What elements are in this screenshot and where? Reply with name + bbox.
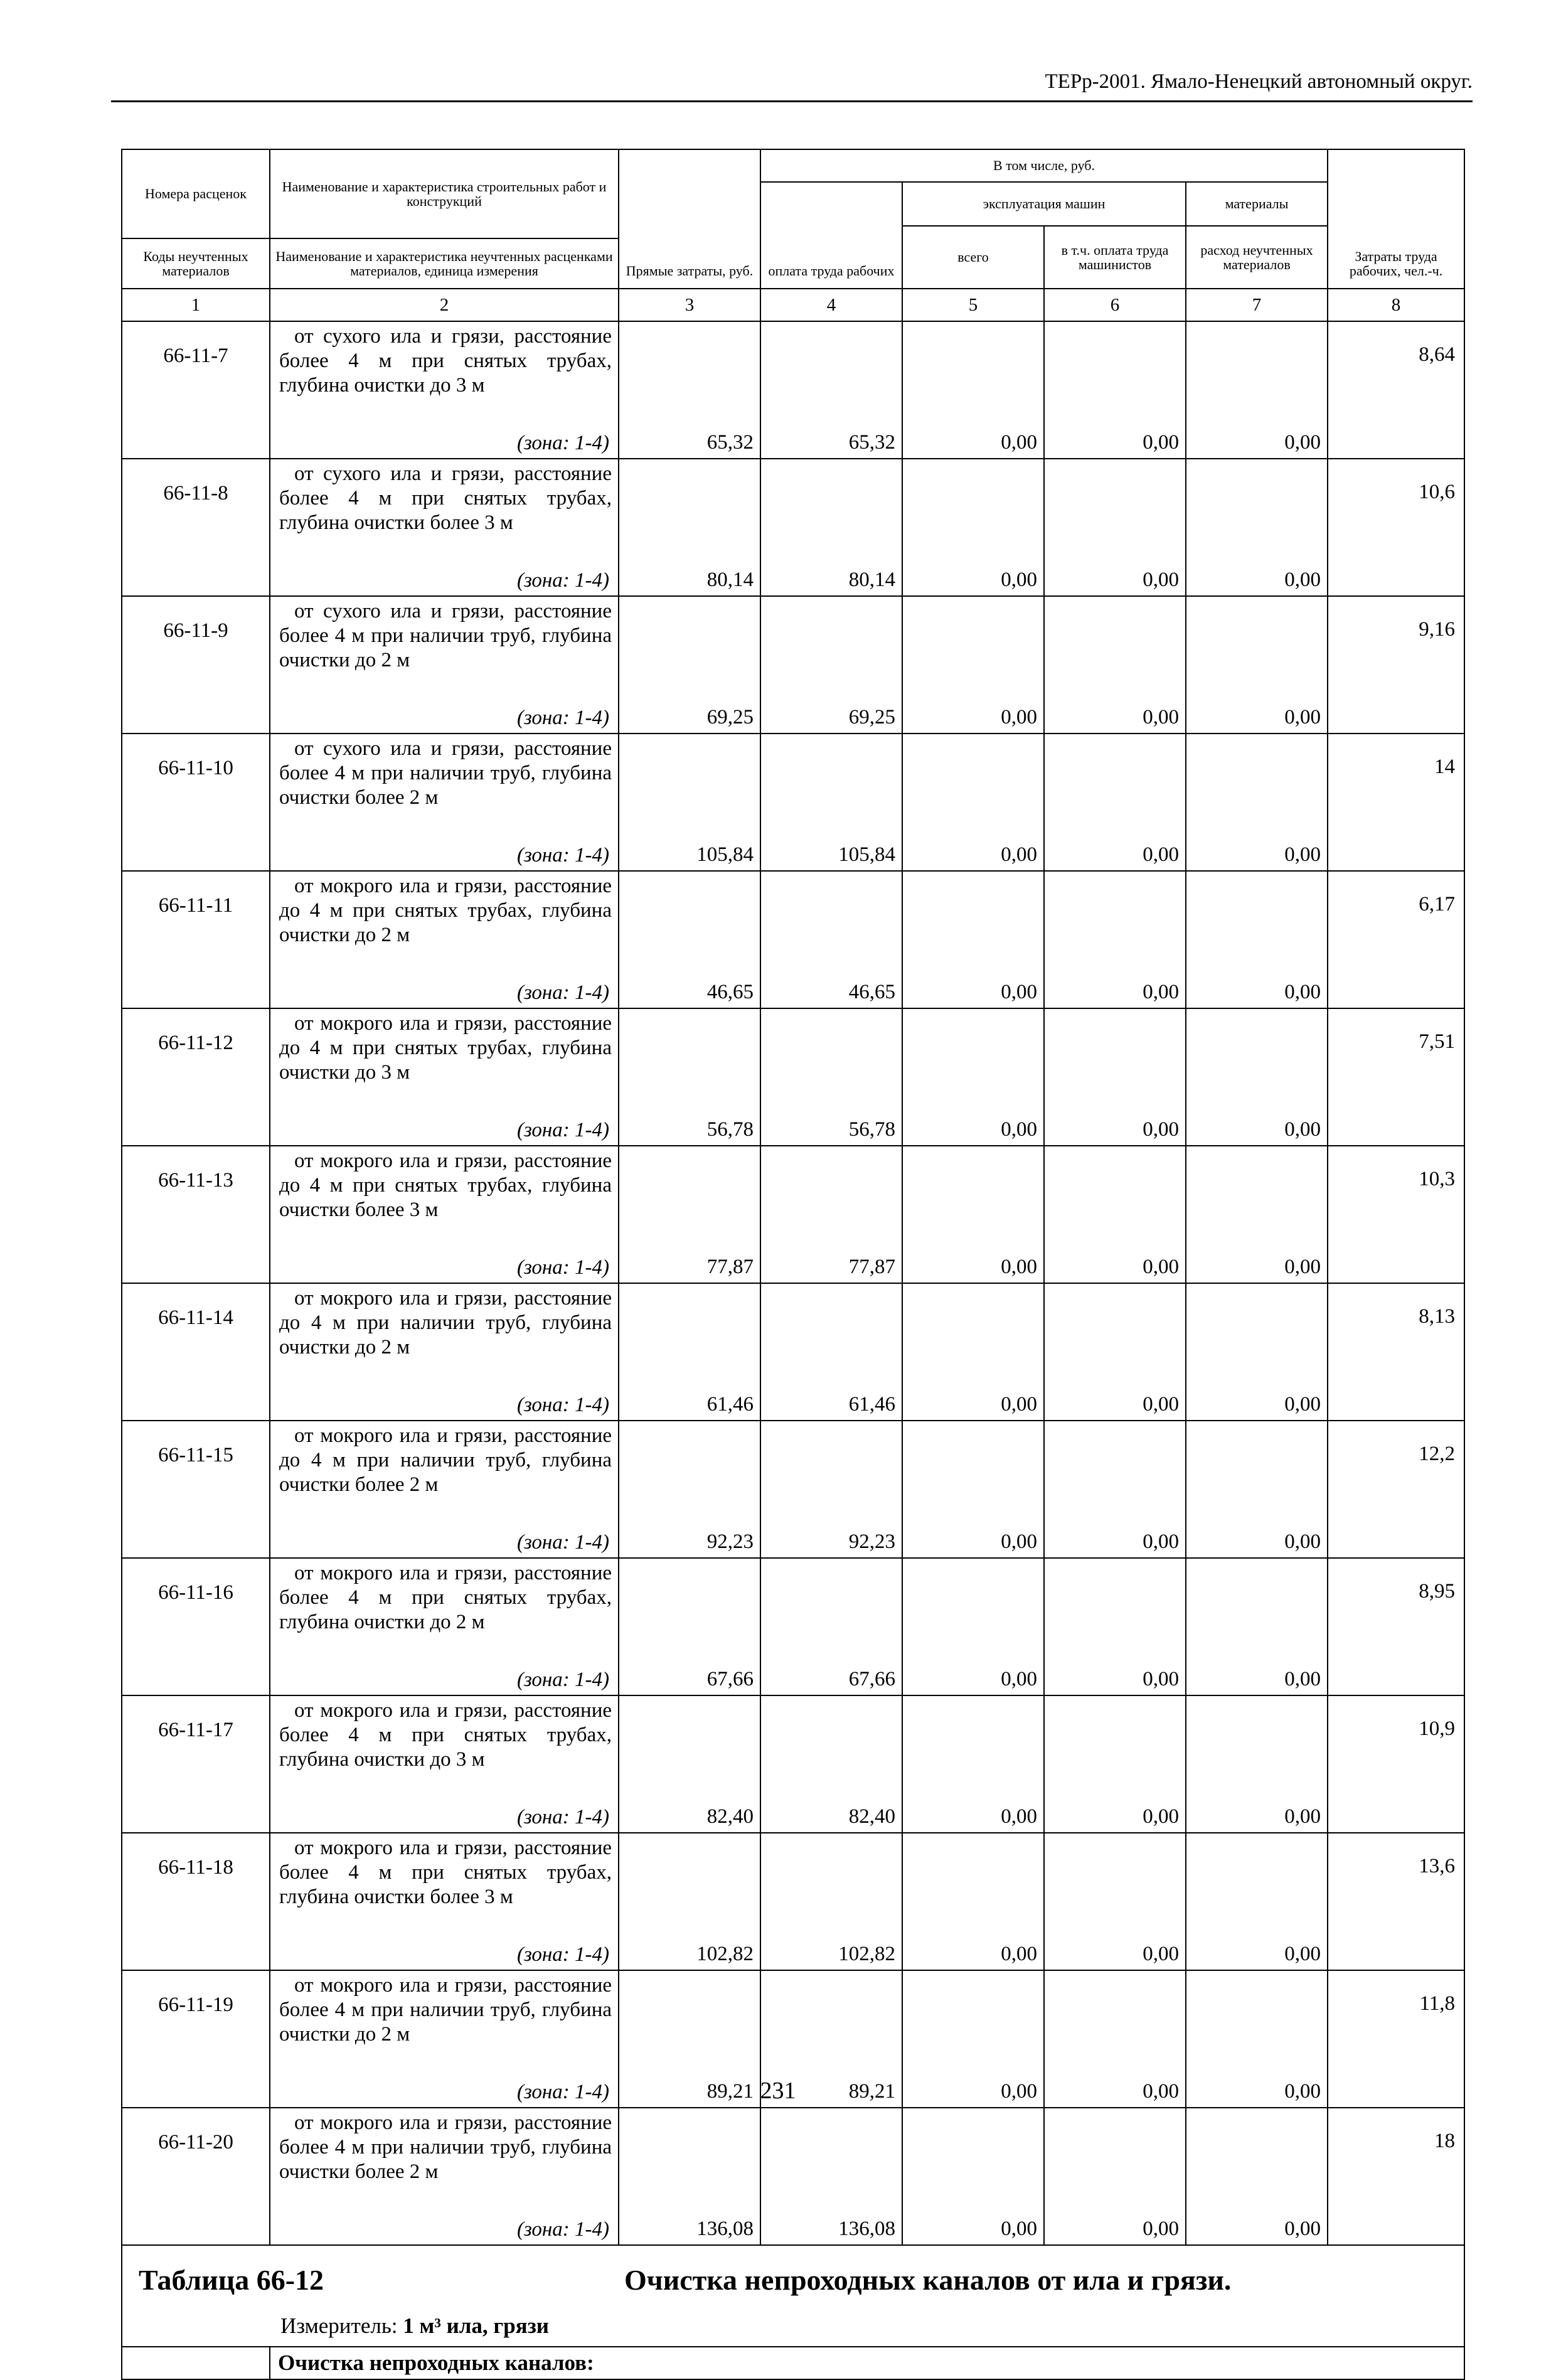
machines-total: 0,00 <box>902 321 1044 459</box>
wages: 105,84 <box>760 734 902 871</box>
zone-label: (зона: 1-4) <box>516 1256 609 1279</box>
labor-costs: 7,51 <box>1328 1008 1464 1146</box>
materials: 0,00 <box>1186 321 1328 459</box>
wages: 65,32 <box>760 321 902 459</box>
labor-costs: 13,6 <box>1328 1833 1464 1970</box>
direct-costs: 46,65 <box>619 871 760 1008</box>
rate-code: 66-11-18 <box>122 1833 270 1970</box>
wages: 46,65 <box>760 871 902 1008</box>
wages: 67,66 <box>760 1558 902 1695</box>
description-text: от мокрого ила и грязи, расстояние до 4 м при наличии труб, глубина очистки более 2 м <box>279 1424 612 1496</box>
labor-costs: 8,64 <box>1328 321 1464 459</box>
rate-description <box>270 459 619 596</box>
direct-costs: 56,78 <box>619 1008 760 1146</box>
section-title: Очистка непроходных каналов: <box>270 2347 1464 2379</box>
labor-costs: 10,6 <box>1328 459 1464 596</box>
rate-code: 66-11-15 <box>122 1421 270 1558</box>
measure-label: Измеритель: <box>280 2313 398 2338</box>
machines-total: 0,00 <box>902 1970 1044 2108</box>
header-machines-total: всего <box>902 226 1044 289</box>
direct-costs: 89,21 <box>619 1970 760 2108</box>
machines-total: 0,00 <box>902 1421 1044 1558</box>
description-text: от мокрого ила и грязи, расстояние до 4 м при снятых трубах, глубина очистки более 3 м <box>279 1150 612 1221</box>
rate-description <box>270 321 619 459</box>
machines-total: 0,00 <box>902 1283 1044 1421</box>
description-text: от мокрого ила и грязи, расстояние более 4 м при снятых трубах, глубина очистки до 2 м <box>279 1562 612 1633</box>
rate-code: 66-11-13 <box>122 1146 270 1283</box>
column-number: 4 <box>760 289 902 321</box>
machinist-wages: 0,00 <box>1044 734 1186 871</box>
rate-code: 66-11-16 <box>122 1558 270 1695</box>
machines-total: 0,00 <box>902 2108 1044 2245</box>
column-number: 7 <box>1186 289 1328 321</box>
rate-code: 66-11-19 <box>122 1970 270 2108</box>
measure-value: 1 м³ ила, грязи <box>403 2313 549 2338</box>
machinist-wages: 0,00 <box>1044 1558 1186 1695</box>
labor-costs: 11,8 <box>1328 1970 1464 2108</box>
rate-code: 66-11-14 <box>122 1283 270 1421</box>
header-rule <box>111 100 1473 102</box>
header-machines: эксплуатация машин <box>902 182 1186 226</box>
materials: 0,00 <box>1186 459 1328 596</box>
wages: 89,21 <box>760 1970 902 2108</box>
direct-costs: 105,84 <box>619 734 760 871</box>
description-text: от мокрого ила и грязи, расстояние более 4 м при наличии труб, глубина очистки до 2 м <box>279 1974 612 2046</box>
zone-label: (зона: 1-4) <box>516 1806 609 1828</box>
description-text: от мокрого ила и грязи, расстояние более 4 м при снятых трубах, глубина очистки более 3 м <box>279 1837 612 1908</box>
labor-costs: 10,3 <box>1328 1146 1464 1283</box>
machinist-wages: 0,00 <box>1044 596 1186 734</box>
rate-description <box>270 2108 619 2245</box>
column-number: 2 <box>270 289 619 321</box>
machinist-wages: 0,00 <box>1044 321 1186 459</box>
section-code-cell <box>122 2347 270 2379</box>
machines-total: 0,00 <box>902 1695 1044 1833</box>
labor-costs: 8,95 <box>1328 1558 1464 1695</box>
machinist-wages: 0,00 <box>1044 1283 1186 1421</box>
table-title-cell <box>122 2245 1464 2347</box>
table-row <box>122 1421 1464 1558</box>
table-row <box>122 2108 1464 2245</box>
column-number: 6 <box>1044 289 1186 321</box>
materials: 0,00 <box>1186 734 1328 871</box>
zone-label: (зона: 1-4) <box>516 1394 609 1416</box>
description-text: от мокрого ила и грязи, расстояние до 4 м при наличии труб, глубина очистки до 2 м <box>279 1287 612 1358</box>
machinist-wages: 0,00 <box>1044 2108 1186 2245</box>
table-row <box>122 1283 1464 1421</box>
next-table-heading <box>122 2245 1464 2379</box>
header-material-consumption: расход неучтенных материалов <box>1186 226 1328 289</box>
description-text: от сухого ила и грязи, расстояние более 4 м при снятых трубах, глубина очистки до 3 м <box>279 325 612 397</box>
header-material-names: Наименование и характеристика неучтенных расценками материалов, единица измерения <box>270 238 619 289</box>
zone-label: (зона: 1-4) <box>516 569 609 592</box>
zone-label: (зона: 1-4) <box>516 2081 609 2103</box>
description-text: от сухого ила и грязи, расстояние более 4 м при наличии труб, глубина очистки до 2 м <box>279 600 612 671</box>
direct-costs: 69,25 <box>619 596 760 734</box>
rate-description <box>270 1558 619 1695</box>
wages: 56,78 <box>760 1008 902 1146</box>
labor-costs: 12,2 <box>1328 1421 1464 1558</box>
zone-label: (зона: 1-4) <box>516 1668 609 1691</box>
header-including: В том числе, руб. <box>760 149 1328 182</box>
zone-label: (зона: 1-4) <box>516 1531 609 1554</box>
wages: 136,08 <box>760 2108 902 2245</box>
header-wages: оплата труда рабочих <box>760 182 902 289</box>
zone-label: (зона: 1-4) <box>516 432 609 454</box>
table-name: Очистка непроходных каналов от ила и грязи. <box>624 2264 1232 2296</box>
header-direct-costs: Прямые затраты, руб. <box>619 149 760 289</box>
direct-costs: 67,66 <box>619 1558 760 1695</box>
column-numbers-row <box>122 289 1464 321</box>
rate-code: 66-11-17 <box>122 1695 270 1833</box>
machinist-wages: 0,00 <box>1044 1833 1186 1970</box>
description-text: от мокрого ила и грязи, расстояние до 4 м при снятых трубах, глубина очистки до 2 м <box>279 875 612 946</box>
table-row <box>122 1695 1464 1833</box>
direct-costs: 65,32 <box>619 321 760 459</box>
rate-code: 66-11-12 <box>122 1008 270 1146</box>
table-row <box>122 1146 1464 1283</box>
rate-description <box>270 871 619 1008</box>
rate-code: 66-11-9 <box>122 596 270 734</box>
machinist-wages: 0,00 <box>1044 1146 1186 1283</box>
column-number: 1 <box>122 289 270 321</box>
machines-total: 0,00 <box>902 1558 1044 1695</box>
labor-costs: 6,17 <box>1328 871 1464 1008</box>
rate-description <box>270 1421 619 1558</box>
rates-table <box>121 149 1465 2380</box>
machines-total: 0,00 <box>902 1008 1044 1146</box>
zone-label: (зона: 1-4) <box>516 1119 609 1141</box>
machinist-wages: 0,00 <box>1044 1695 1186 1833</box>
table-row <box>122 459 1464 596</box>
direct-costs: 102,82 <box>619 1833 760 1970</box>
wages: 77,87 <box>760 1146 902 1283</box>
wages: 82,40 <box>760 1695 902 1833</box>
machines-total: 0,00 <box>902 871 1044 1008</box>
column-number: 3 <box>619 289 760 321</box>
direct-costs: 136,08 <box>619 2108 760 2245</box>
description-text: от сухого ила и грязи, расстояние более 4 м при наличии труб, глубина очистки более 2 м <box>279 737 612 809</box>
labor-costs: 18 <box>1328 2108 1464 2245</box>
table-row <box>122 734 1464 871</box>
table-row <box>122 321 1464 459</box>
direct-costs: 82,40 <box>619 1695 760 1833</box>
description-text: от мокрого ила и грязи, расстояние более 4 м при снятых трубах, глубина очистки до 3 м <box>279 1699 612 1771</box>
rate-description <box>270 1146 619 1283</box>
table-row <box>122 1558 1464 1695</box>
rate-description <box>270 596 619 734</box>
materials: 0,00 <box>1186 596 1328 734</box>
materials: 0,00 <box>1186 2108 1328 2245</box>
rate-description <box>270 1695 619 1833</box>
direct-costs: 80,14 <box>619 459 760 596</box>
machines-total: 0,00 <box>902 1833 1044 1970</box>
header-rate-numbers: Номера расценок <box>122 149 270 238</box>
running-header: ТЕРр-2001. Ямало-Ненецкий автономный округ. <box>1045 70 1473 93</box>
table-row <box>122 596 1464 734</box>
labor-costs: 14 <box>1328 734 1464 871</box>
materials: 0,00 <box>1186 1146 1328 1283</box>
column-number: 8 <box>1328 289 1464 321</box>
machinist-wages: 0,00 <box>1044 1970 1186 2108</box>
rate-description <box>270 734 619 871</box>
wages: 80,14 <box>760 459 902 596</box>
rate-code: 66-11-10 <box>122 734 270 871</box>
rate-code: 66-11-20 <box>122 2108 270 2245</box>
zone-label: (зона: 1-4) <box>516 1943 609 1966</box>
header-work-name: Наименование и характеристика строительных работ и конструкций <box>270 149 619 238</box>
rate-description <box>270 1008 619 1146</box>
labor-costs: 8,13 <box>1328 1283 1464 1421</box>
header-machinist-wages: в т.ч. оплата труда машинистов <box>1044 226 1186 289</box>
direct-costs: 77,87 <box>619 1146 760 1283</box>
materials: 0,00 <box>1186 1833 1328 1970</box>
table-row <box>122 1008 1464 1146</box>
rate-rows <box>122 321 1464 2245</box>
description-text: от мокрого ила и грязи, расстояние более 4 м при наличии труб, глубина очистки более 2 м <box>279 2111 612 2183</box>
labor-costs: 10,9 <box>1328 1695 1464 1833</box>
rate-description <box>270 1283 619 1421</box>
rate-code: 66-11-8 <box>122 459 270 596</box>
zone-label: (зона: 1-4) <box>516 707 609 729</box>
page-number: 231 <box>760 2078 796 2104</box>
zone-label: (зона: 1-4) <box>516 844 609 867</box>
table-number: Таблица 66-12 <box>139 2264 324 2296</box>
machines-total: 0,00 <box>902 459 1044 596</box>
direct-costs: 92,23 <box>619 1421 760 1558</box>
table-measure <box>280 2313 549 2339</box>
materials: 0,00 <box>1186 1421 1328 1558</box>
machinist-wages: 0,00 <box>1044 459 1186 596</box>
rate-code: 66-11-11 <box>122 871 270 1008</box>
machines-total: 0,00 <box>902 596 1044 734</box>
wages: 92,23 <box>760 1421 902 1558</box>
machinist-wages: 0,00 <box>1044 1008 1186 1146</box>
labor-costs: 9,16 <box>1328 596 1464 734</box>
materials: 0,00 <box>1186 1695 1328 1833</box>
wages: 102,82 <box>760 1833 902 1970</box>
machinist-wages: 0,00 <box>1044 1421 1186 1558</box>
zone-label: (зона: 1-4) <box>516 2218 609 2241</box>
rate-code: 66-11-7 <box>122 321 270 459</box>
header-materials: материалы <box>1186 182 1328 226</box>
table-row <box>122 871 1464 1008</box>
wages: 69,25 <box>760 596 902 734</box>
machines-total: 0,00 <box>902 734 1044 871</box>
zone-label: (зона: 1-4) <box>516 981 609 1004</box>
description-text: от мокрого ила и грязи, расстояние до 4 м при снятых трубах, глубина очистки до 3 м <box>279 1012 612 1084</box>
wages: 61,46 <box>760 1283 902 1421</box>
table-row <box>122 1833 1464 1970</box>
direct-costs: 61,46 <box>619 1283 760 1421</box>
materials: 0,00 <box>1186 1283 1328 1421</box>
materials: 0,00 <box>1186 1970 1328 2108</box>
header-material-codes: Коды неучтенных материалов <box>122 238 270 289</box>
machinist-wages: 0,00 <box>1044 871 1186 1008</box>
column-number: 5 <box>902 289 1044 321</box>
table-header <box>122 149 1464 321</box>
machines-total: 0,00 <box>902 1146 1044 1283</box>
rate-description <box>270 1833 619 1970</box>
description-text: от сухого ила и грязи, расстояние более 4 м при снятых трубах, глубина очистки более 3 м <box>279 462 612 534</box>
materials: 0,00 <box>1186 1008 1328 1146</box>
materials: 0,00 <box>1186 871 1328 1008</box>
header-labor: Затраты труда рабочих, чел.-ч. <box>1328 149 1464 289</box>
materials: 0,00 <box>1186 1558 1328 1695</box>
